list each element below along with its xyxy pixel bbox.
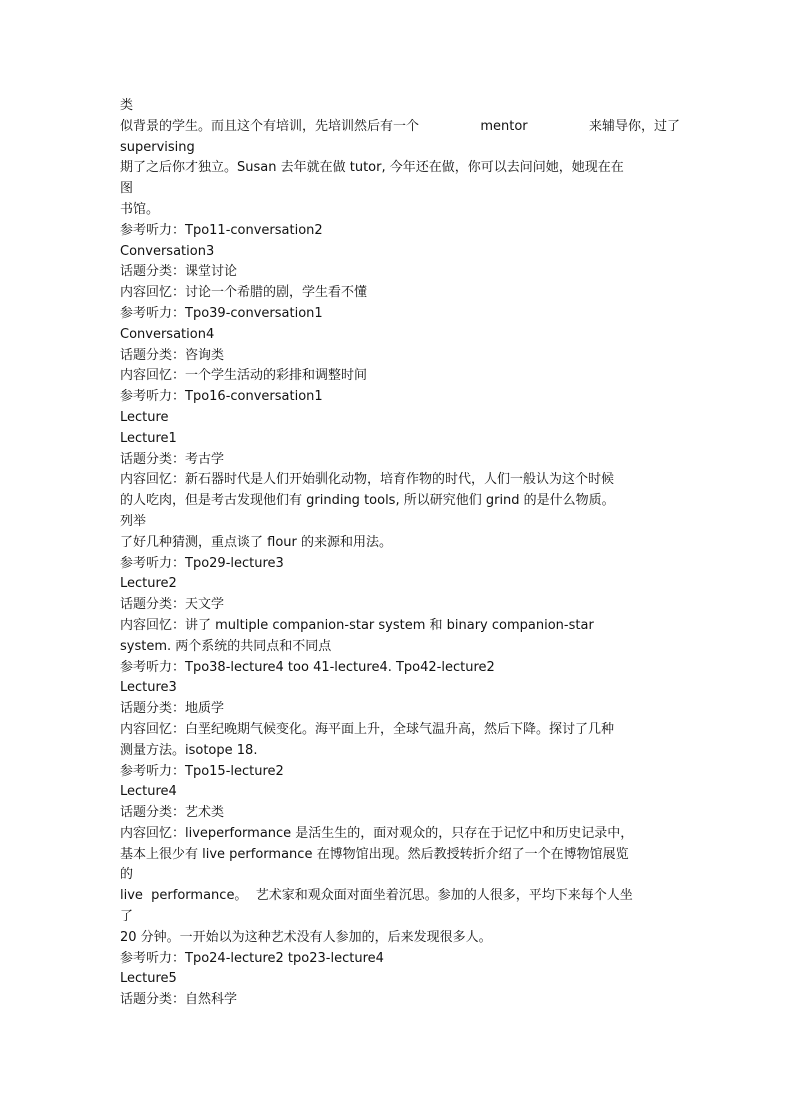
text-line xyxy=(120,886,680,907)
text-line xyxy=(120,262,680,283)
text-segment: Lecture1 xyxy=(120,430,177,446)
text-segment: mentor xyxy=(480,118,528,134)
text-line xyxy=(120,845,680,866)
text-segment: 话题分类：自然科学 xyxy=(120,992,238,1008)
text-segment: system. 两个系统的共同点和不同点 xyxy=(120,638,332,654)
text-line xyxy=(120,762,680,783)
text-segment: 参考听力：Tpo29-lecture3 xyxy=(120,555,284,571)
text-line xyxy=(120,782,680,803)
text-segment: live performance。 艺术家和观众面对面坐着沉思。参加的人很多，平均下来每个人坐 xyxy=(120,888,633,904)
text-line xyxy=(120,242,680,263)
text-segment: 的 xyxy=(120,867,134,883)
text-segment: 期了之后你才独立。Susan 去年就在做 tutor, 今年还在做，你可以去问问她，她现在在 xyxy=(120,160,624,176)
text-line xyxy=(120,865,680,886)
text-segment: 话题分类：艺术类 xyxy=(120,805,225,821)
text-line xyxy=(120,554,680,575)
text-segment: Lecture xyxy=(120,409,169,425)
text-line xyxy=(120,366,680,387)
text-line xyxy=(120,512,680,533)
text-segment: 话题分类：天文学 xyxy=(120,597,225,613)
text-line xyxy=(120,408,680,429)
text-line xyxy=(120,928,680,949)
text-line xyxy=(120,949,680,970)
text-segment: 内容回忆：liveperformance 是活生生的，面对观众的，只存在于记忆中和历史记录中， xyxy=(120,825,634,841)
document-body xyxy=(120,96,680,1011)
text-segment: Lecture4 xyxy=(120,784,177,800)
text-line xyxy=(120,574,680,595)
text-segment: 参考听力：Tpo38-lecture4 too 41-lecture4. Tpo42-lecture2 xyxy=(120,659,495,675)
text-line xyxy=(120,616,680,637)
text-segment: Conversation4 xyxy=(120,326,215,342)
text-segment: 内容回忆：一个学生活动的彩排和调整时间 xyxy=(120,368,368,384)
text-line xyxy=(120,907,680,928)
text-segment: 20 分钟。一开始以为这种艺术没有人参加的，后来发现很多人。 xyxy=(120,929,492,945)
text-line xyxy=(120,221,680,242)
text-segment: 内容回忆：白垩纪晚期气候变化。海平面上升，全球气温升高，然后下降。探讨了几种 xyxy=(120,721,615,737)
text-segment: 了 xyxy=(120,909,134,925)
text-segment: 列举 xyxy=(120,513,147,529)
text-segment: supervising xyxy=(120,139,195,155)
text-segment: 话题分类：咨询类 xyxy=(120,347,225,363)
text-segment: 话题分类：地质学 xyxy=(120,701,225,717)
text-segment: 书馆。 xyxy=(120,201,160,217)
text-line xyxy=(120,117,680,138)
text-line xyxy=(120,491,680,512)
text-segment: 参考听力：Tpo16-conversation1 xyxy=(120,389,323,405)
text-line xyxy=(120,158,680,179)
text-line xyxy=(120,346,680,367)
text-segment: 了好几种猜测，重点谈了 flour 的来源和用法。 xyxy=(120,534,392,550)
text-line xyxy=(120,96,680,117)
text-segment: 内容回忆：讲了 multiple companion-star system 和 binary companion-star xyxy=(120,617,594,633)
text-segment: 来辅导你，过了 xyxy=(588,118,680,134)
text-segment: 内容回忆：讨论一个希腊的剧，学生看不懂 xyxy=(120,285,368,301)
text-line xyxy=(120,678,680,699)
text-line xyxy=(120,741,680,762)
text-line xyxy=(120,470,680,491)
text-segment: Lecture3 xyxy=(120,680,177,696)
text-line xyxy=(120,533,680,554)
text-line xyxy=(120,138,680,159)
text-line xyxy=(120,325,680,346)
text-line xyxy=(120,450,680,471)
text-segment: 似背景的学生。而且这个有培训，先培训然后有一个 xyxy=(120,118,420,134)
text-line xyxy=(120,990,680,1011)
text-line xyxy=(120,200,680,221)
text-segment: Lecture2 xyxy=(120,576,177,592)
text-line xyxy=(120,824,680,845)
text-line xyxy=(120,304,680,325)
text-segment: 内容回忆：新石器时代是人们开始驯化动物，培育作物的时代，人们一般认为这个时候 xyxy=(120,472,615,488)
text-segment: 参考听力：Tpo15-lecture2 xyxy=(120,763,284,779)
text-line xyxy=(120,803,680,824)
text-segment: 类 xyxy=(120,98,134,113)
text-segment: 话题分类：课堂讨论 xyxy=(120,264,238,280)
text-line xyxy=(120,720,680,741)
text-segment: 话题分类：考古学 xyxy=(120,451,225,467)
text-segment: Lecture5 xyxy=(120,971,177,987)
text-segment: 图 xyxy=(120,181,134,197)
text-segment: 参考听力：Tpo39-conversation1 xyxy=(120,305,323,321)
text-segment: 参考听力：Tpo24-lecture2 tpo23-lecture4 xyxy=(120,950,384,966)
text-segment: 参考听力：Tpo11-conversation2 xyxy=(120,222,323,238)
text-line xyxy=(120,595,680,616)
text-line xyxy=(120,179,680,200)
text-line xyxy=(120,387,680,408)
text-segment: 的人吃肉，但是考古发现他们有 grinding tools, 所以研究他们 grind 的是什么物质。 xyxy=(120,493,615,509)
text-segment: 基本上很少有 live performance 在博物馆出现。然后教授转折介绍了一个在博物馆展览 xyxy=(120,846,629,862)
text-line xyxy=(120,637,680,658)
text-line xyxy=(120,658,680,679)
text-line xyxy=(120,699,680,720)
text-line xyxy=(120,969,680,990)
text-line xyxy=(120,429,680,450)
text-segment: 测量方法。isotope 18. xyxy=(120,742,258,758)
text-line xyxy=(120,283,680,304)
text-segment: Conversation3 xyxy=(120,243,215,259)
